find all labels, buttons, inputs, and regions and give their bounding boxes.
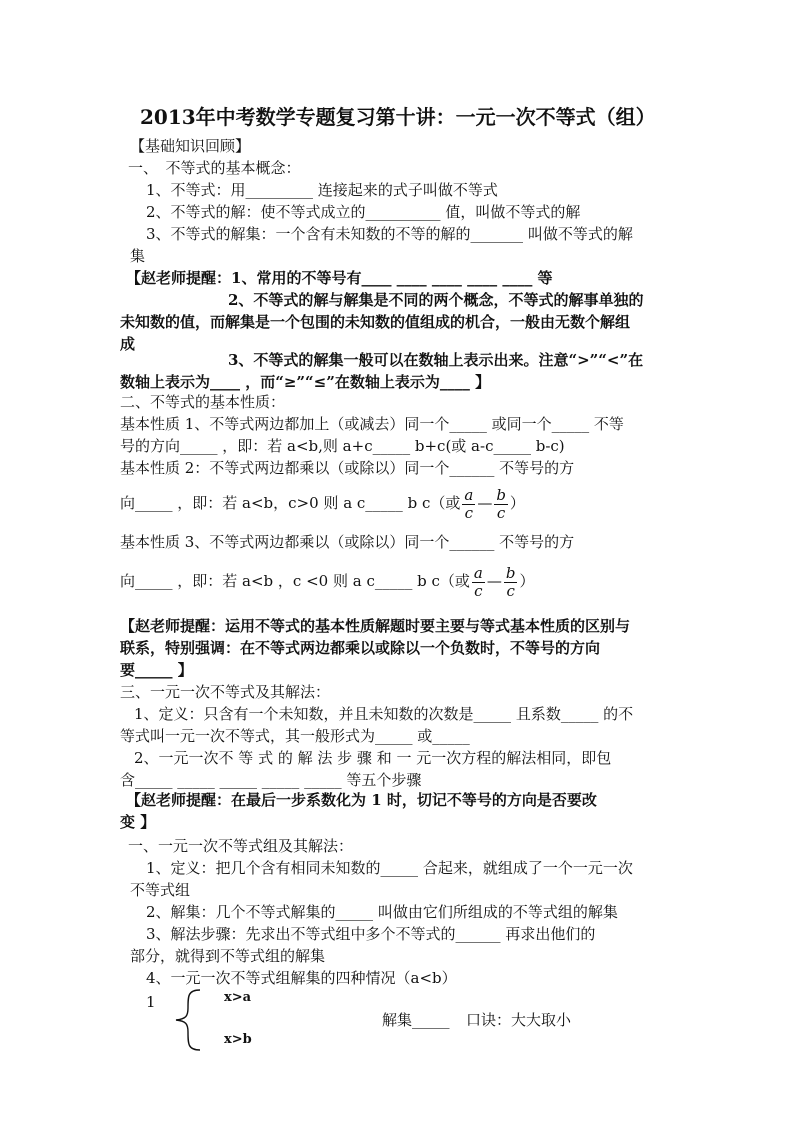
solution-set-blank: 解集_____ [382, 1011, 450, 1029]
text-line: 不等式组 [130, 881, 191, 899]
inequality-x-gt-a: x>a [224, 990, 252, 1005]
text-line: 3、不等式的解集：一个含有未知数的不等的解的_______ 叫做不等式的解 [146, 225, 633, 243]
section-3-heading: 三、一元一次不等式及其解法： [120, 683, 331, 701]
text-line: 2、不等式的解：使不等式成立的__________ 值，叫做不等式的解 [146, 203, 581, 221]
fraction-b-over-c: $\frac{b}{c}$ [505, 563, 516, 600]
text-line: 1、定义：把几个含有相同未知数的_____ 合起来，就组成了一个一元一次 [146, 859, 633, 877]
left-brace-icon [170, 988, 206, 1052]
text-line: 1、不等式：用_________ 连接起来的式子叫做不等式 [146, 181, 498, 199]
blank-dash: — [486, 572, 502, 590]
teacher-tip: 联系，特别强调：在不等式两边都乘以或除以一个负数时，不等号的方向 [120, 639, 601, 657]
fraction-b-over-c: $\frac{b}{c}$ [496, 485, 506, 522]
text-line: 部分，就得到不等式组的解集 [130, 947, 326, 965]
text-line: 含_____ _____ _____ _____ _____ 等五个步骤 [120, 771, 422, 789]
section-basic-review: 【基础知识回顾】 [130, 137, 251, 155]
text-line: 向_____ ，即：若 a<b ，c <0 则 a c_____ b c（或 $\frac{a}{c}$ — $\frac{b}{c}$ ） [120, 563, 535, 600]
inequality-x-gt-b: x>b [224, 1032, 252, 1047]
page-title: 2013年中考数学专题复习第十讲：一元一次不等式（组） [140, 105, 656, 129]
teacher-tip: 变 】 [120, 813, 156, 831]
text-line: 1、定义：只含有一个未知数，并且未知数的次数是_____ 且系数_____ 的不 [134, 705, 634, 723]
text-line: 集 [130, 247, 146, 265]
blank-dash: — [477, 494, 493, 512]
teacher-tip: 【赵老师提醒：在最后一步系数化为 1 时，切记不等号的方向是否要改 [126, 791, 597, 809]
text-line: 3、解法步骤：先求出不等式组中多个不等式的______ 再求出他们的 [146, 925, 596, 943]
teacher-tip: 要_____ 】 [120, 661, 193, 679]
text-line: 向_____ ，即：若 a<b，c>0 则 a c_____ b c（或 $\frac{a}{c}$ — $\frac{b}{c}$ ） [120, 485, 525, 522]
section-1-heading: 一、 不等式的基本概念： [128, 159, 301, 177]
text-line: 等式叫一元一次不等式，其一般形式为_____ 或_____ [120, 727, 470, 745]
teacher-tip: 未知数的值，而解集是一个包围的未知数的值组成的机合，一般由无数个解组 [120, 313, 631, 331]
teacher-tip: 2、不等式的解与解集是不同的两个概念，不等式的解事单独的 [228, 291, 644, 309]
text-line: 基本性质 2：不等式两边都乘以（或除以）同一个______ 不等号的方 [120, 459, 575, 477]
fraction-a-over-c: $\frac{a}{c}$ [473, 563, 483, 600]
section-4-heading: 一、一元一次不等式组及其解法： [128, 837, 354, 855]
fraction-a-over-c: $\frac{a}{c}$ [464, 485, 474, 522]
teacher-tip: 3、不等式的解集一般可以在数轴上表示出来。注意“>”“<”在 [228, 351, 644, 369]
teacher-tip: 【赵老师提醒：1、常用的不等号有____ ____ ____ ____ ____ 等 [126, 269, 553, 287]
text-line: 2、解集：几个不等式解集的_____ 叫做由它们所组成的不等式组的解集 [146, 903, 618, 921]
section-2-heading: 二、不等式的基本性质： [120, 393, 286, 411]
property-2-text: 向_____ ，即：若 a<b，c>0 则 a c_____ b c（或 [120, 494, 461, 512]
text-line: 基本性质 1、不等式两边都加上（或减去）同一个_____ 或同一个_____ 不等 [120, 415, 624, 433]
property-3-text: 向_____ ，即：若 a<b ，c <0 则 a c_____ b c（或 [120, 572, 470, 590]
text-line: 2、一元一次不 等 式 的 解 法 步 骤 和 一 元一次方程的解法相同，即包 [134, 749, 612, 767]
text-line: 号的方向_____ ，即：若 a<b,则 a+c_____ b+c(或 a-c_____ b-c) [120, 437, 565, 455]
teacher-tip: 成 [120, 335, 136, 353]
text-line: 基本性质 3、不等式两边都乘以（或除以）同一个______ 不等号的方 [120, 533, 575, 551]
teacher-tip: 【赵老师提醒：运用不等式的基本性质解题时要主要与等式基本性质的区别与 [120, 617, 631, 635]
text-line: 4、一元一次不等式组解集的四种情况（a<b） [146, 969, 457, 987]
mnemonic: 口诀：大大取小 [466, 1011, 572, 1029]
case-number: 1 [146, 993, 156, 1011]
teacher-tip: 数轴上表示为____ ，而“≥”“≤”在数轴上表示为____ 】 [120, 373, 491, 391]
